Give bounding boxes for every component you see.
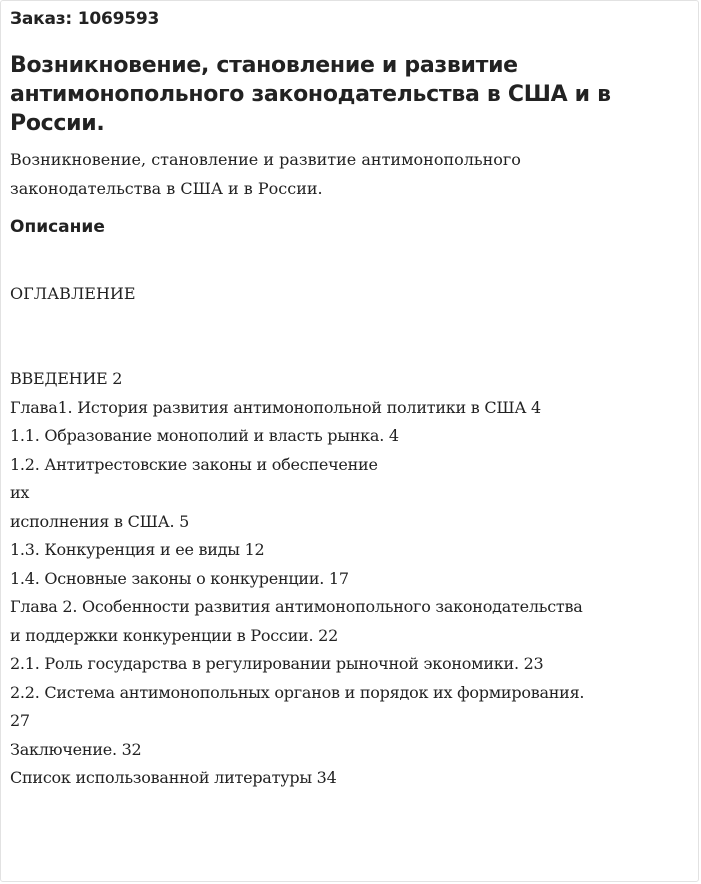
toc-line: их bbox=[10, 483, 30, 502]
toc-line: Глава1. История развития антимонопольной политики в США 4 bbox=[10, 397, 541, 417]
description-heading: Описание bbox=[10, 217, 105, 237]
page-title: Возникновение, становление и развитие антимонопольного законодательства в США и в России. bbox=[10, 53, 611, 136]
toc-line: 2.2. Система антимонопольных органов и порядок их формирования. bbox=[10, 682, 585, 702]
toc-line: 1.2. Антитрестовские законы и обеспечение bbox=[10, 454, 378, 474]
toc-line: исполнения в США. 5 bbox=[10, 511, 190, 531]
subtitle bbox=[10, 146, 670, 203]
toc-line: 1.3. Конкуренция и ее виды 12 bbox=[10, 540, 265, 559]
toc-line: 1.4. Основные законы о конкуренции. 17 bbox=[10, 568, 349, 588]
toc-line: и поддержки конкуренции в России. 22 bbox=[10, 625, 338, 645]
order-number: Заказ: 1069593 bbox=[10, 9, 160, 29]
toc-line: 27 bbox=[10, 711, 30, 730]
toc-line: ВВЕДЕНИЕ 2 bbox=[10, 369, 123, 388]
toc-heading: ОГЛАВЛЕНИЕ bbox=[10, 284, 136, 303]
subtitle-line: Возникновение, становление и развитие антимонопольного bbox=[10, 150, 521, 169]
subtitle-line: законодательства в США и в России. bbox=[10, 178, 323, 198]
toc-line: Заключение. 32 bbox=[10, 739, 142, 759]
toc-line: 1.1. Образование монополий и власть рынка. 4 bbox=[10, 426, 399, 445]
toc-line: Глава 2. Особенности развития антимонопольного законодательства bbox=[10, 597, 583, 616]
toc-line: 2.1. Роль государства в регулировании рыночной экономики. 23 bbox=[10, 654, 544, 673]
table-of-contents bbox=[10, 365, 695, 793]
toc-line: Список использованной литературы 34 bbox=[10, 768, 337, 787]
